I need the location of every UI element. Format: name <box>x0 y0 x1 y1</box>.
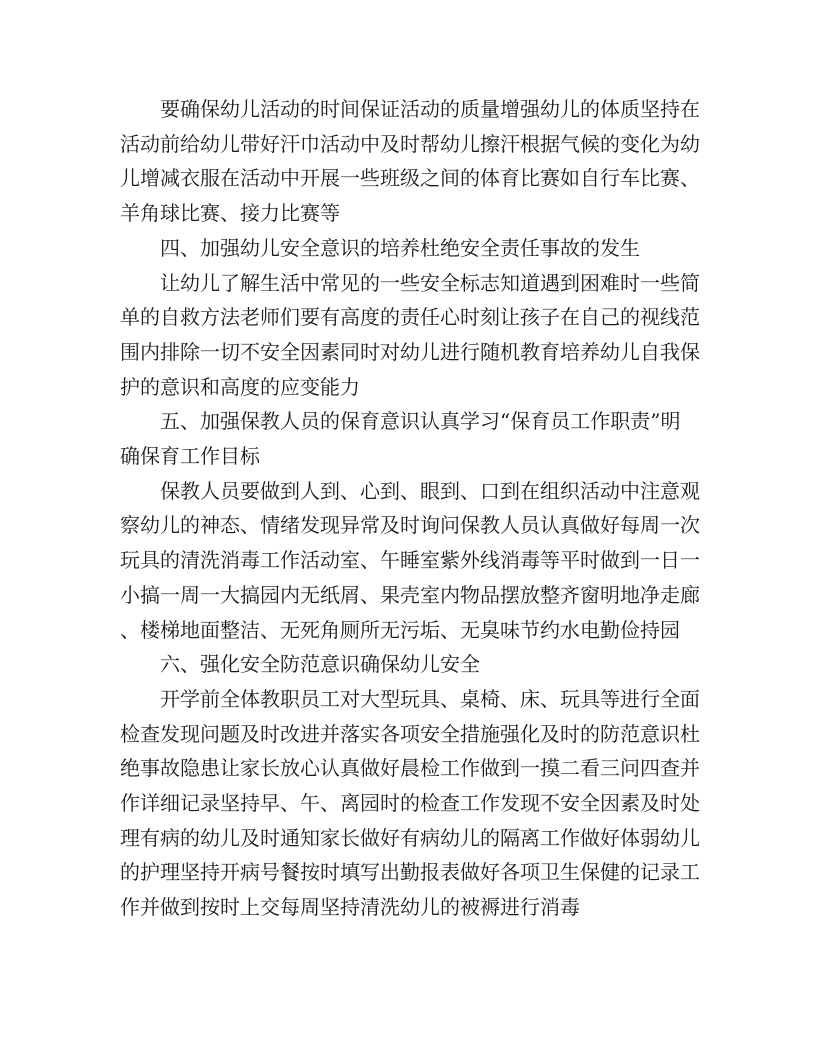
paragraph-staff-duties: 保教人员要做到人到、心到、眼到、口到在组织活动中注意观察幼儿的神态、情绪发现异常及时询问保教人员认真做好每周一次玩具的清洗消毒工作活动室、午睡室紫外线消毒等平时做到一日一小搞一周一大搞园内无纸屑、果壳室内物品摆放整齐窗明地净走廊、楼梯地面整洁、无死角厕所无污垢、无臭味节约水电勤俭持园 <box>120 478 700 642</box>
document-body <box>120 92 700 925</box>
section-heading-4: 四、加强幼儿安全意识的培养杜绝安全责任事故的发生 <box>160 235 640 260</box>
paragraph-safety-awareness: 让幼儿了解生活中常见的一些安全标志知道遇到困难时一些简单的自救方法老师们要有高度的责任心时刻让孩子在自己的视线范围内排除一切不安全因素同时对幼儿进行随机教育培养幼儿自我保护的意识和高度的应变能力 <box>120 270 700 399</box>
section-heading-6: 六、强化安全防范意识确保幼儿安全 <box>160 652 480 677</box>
section-heading-5: 五、加强保教人员的保育意识认真学习“保育员工作职责”明确保育工作目标 <box>120 409 681 469</box>
paragraph-safety-measures: 开学前全体教职员工对大型玩具、桌椅、床、玩具等进行全面检查发现问题及时改进并落实各项安全措施强化及时的防范意识杜绝事故隐患让家长放心认真做好晨检工作做到一摸二看三问四查并作详细记录坚持早、午、离园时的检查工作发现不安全因素及时处理有病的幼儿及时通知家长做好有病幼儿的隔离工作做好体弱幼儿的护理坚持开病号餐按时填写出勤报表做好各项卫生保健的记录工作并做到按时上交每周坚持清洗幼儿的被褥进行消毒 <box>120 686 700 920</box>
paragraph-activity-quality: 要确保幼儿活动的时间保证活动的质量增强幼儿的体质坚持在活动前给幼儿带好汗巾活动中及时帮幼儿擦汗根据气候的变化为幼儿增减衣服在活动中开展一些班级之间的体育比赛如自行车比赛、羊角球比赛、接力比赛等 <box>120 97 700 226</box>
